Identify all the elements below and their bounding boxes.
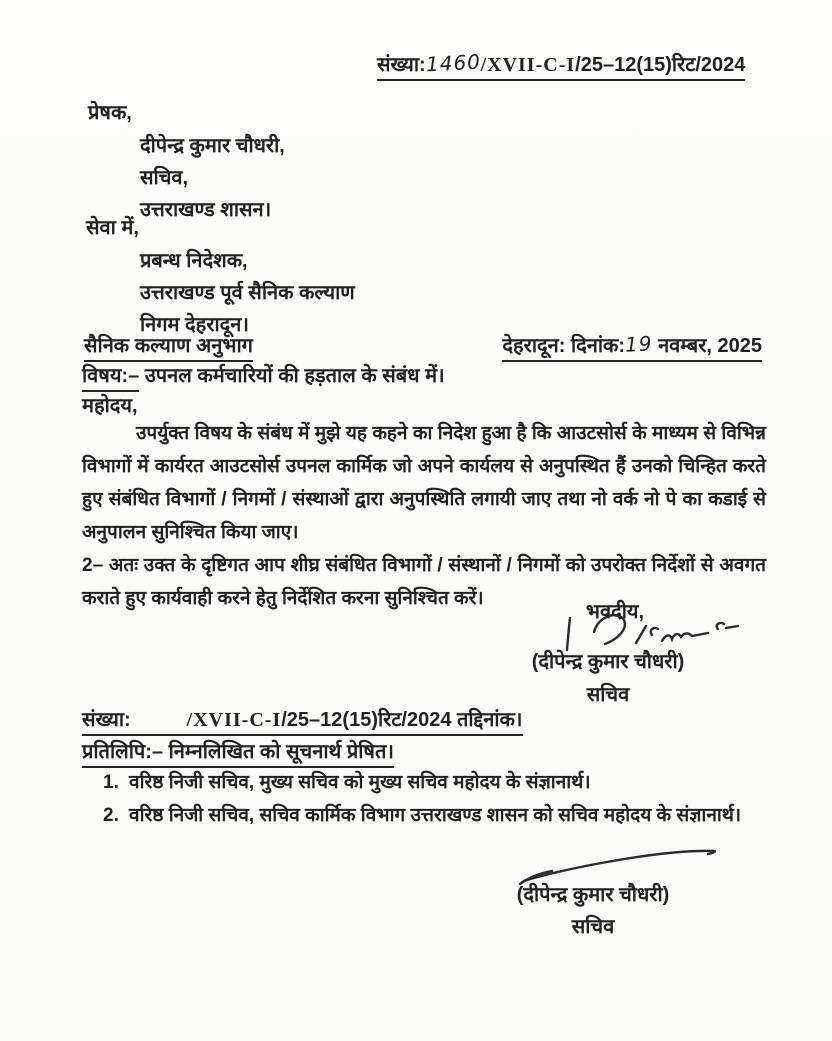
sender-heading: प्रेषक, [88,102,132,124]
letter-body [82,417,766,615]
reference-number-line-2 [82,705,523,736]
subject-line [82,361,445,392]
closing: भवदीय, [585,601,645,623]
subject-label: विषय:– [82,361,139,392]
reference-number-line [377,50,745,81]
sender-organization: उत्तराखण्ड शासन। [140,199,272,221]
recipient-organization: उत्तराखण्ड पूर्व सैनिक कल्याण [140,282,355,304]
reference-handwritten-number: 1460 [425,49,482,77]
copy-item [103,800,777,832]
copy-item-number: 1. [103,772,119,793]
recipient-designation: प्रबन्ध निदेशक, [140,250,248,272]
dateline-suffix: नवम्बर, 2025 [652,335,762,357]
body-paragraph-1: उपर्युक्त विषय के संबंध में मुझे यह कहने का निदेश हुआ है कि आउटसोर्स के माध्यम से विभिन्न विभागों में कार्यरत आउटसोर्स उपनल कार्मिक जो अपने कार्यलय से अनुपस्थित हैं उनको चिन्हित करते हुए संबंधित विभागों / निगमों / संस्थाओं द्वारा अनुपस्थिति लगायी जाए तथा नो वर्क नो पे का कडाई से अनुपालन सुनिश्चित किया जाए। [82,423,766,543]
signatory2-name: (दीपेन्द्र कुमार चौधरी) [516,884,670,906]
reference-roman-part: /XVII-C-I [480,54,576,76]
copy-item-text: वरिष्ठ निजी सचिव, सचिव कार्मिक विभाग उत्तराखण्ड शासन को सचिव महोदय के संज्ञानार्थ। [129,805,742,826]
sender-block [140,130,285,226]
dateline-handwritten-day: 19 [624,331,654,357]
copy-item-number: 2. [103,805,119,826]
signatory-designation: सचिव [586,684,630,706]
reference2-roman-part: /XVII-C-I [186,709,282,731]
reference2-rest: /25–12(15)रिट/2024 तद्दिनांक। [281,709,523,731]
reference2-label: संख्या: [82,709,131,731]
copy-list [103,767,777,833]
recipient-heading: सेवा में, [86,217,139,239]
reference-rest: /25–12(15)रिट/2024 [575,54,746,76]
salutation: महोदय, [82,395,138,417]
copy-item-text: वरिष्ठ निजी सचिव, मुख्य सचिव को मुख्य सचिव महोदय के संज्ञानार्थ। [129,772,591,793]
copy-heading: प्रतिलिपि:– निम्नलिखित को सूचनार्थ प्रेषित। [82,737,394,768]
body-paragraph-2: 2– अतः उक्त के दृष्टिगत आप शीघ्र संबंधित विभागों / संस्थानों / निगमों को उपरोक्त निर्देशों से अवगत कराते हुए कार्यवाही करने हेतु निर्देशित करना सुनिश्चित करें। [82,555,766,609]
signatory-name: (दीपेन्द्र कुमार चौधरी) [531,651,685,673]
subject-text: उपनल कर्मचारियों की हड़ताल के संबंध में। [144,365,445,387]
section-title: सैनिक कल्याण अनुभाग [84,331,253,362]
recipient-place: निगम देहरादून। [140,314,249,336]
signatory2-designation: सचिव [571,916,615,938]
reference-label: संख्या: [377,54,426,76]
dateline [502,331,762,362]
copy-item [103,767,777,799]
dateline-prefix: देहरादून: दिनांक: [502,335,626,357]
sender-designation: सचिव, [140,167,189,189]
recipient-block [140,245,355,341]
sender-name: दीपेन्द्र कुमार चौधरी, [140,135,285,157]
